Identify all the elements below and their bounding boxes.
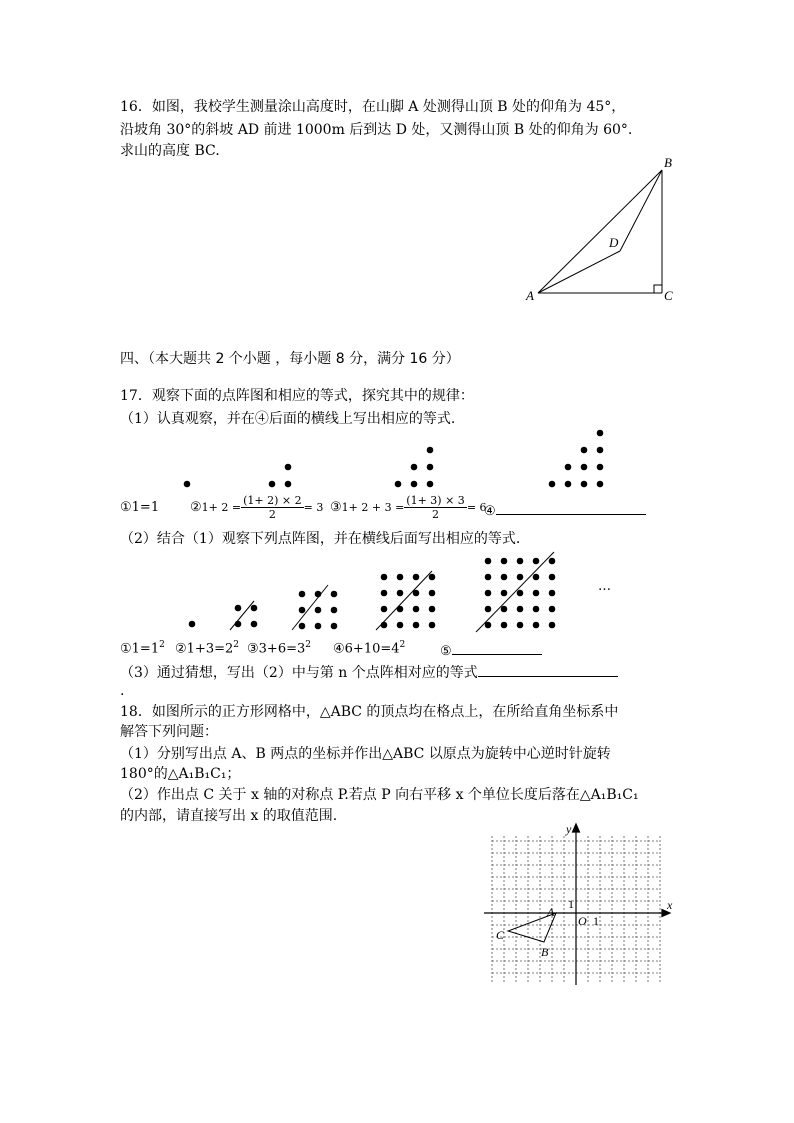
dot	[549, 590, 556, 597]
dot	[597, 430, 604, 437]
dot	[331, 591, 338, 598]
dot	[485, 574, 492, 581]
dot	[485, 590, 492, 597]
dot	[381, 606, 388, 613]
sq-eq-5-prefix: ⑤	[440, 644, 452, 659]
q17-part3-text: （3）通过猜想，写出（2）中与第 n 个点阵相对应的等式	[120, 665, 478, 681]
eq-3-numerator: (1+ 3) × 3	[406, 494, 465, 507]
q18-line-1: 18．如图所示的正方形网格中，△ABC 的顶点均在格点上，在所给直角坐标系中	[120, 704, 619, 720]
q17-intro: 17．观察下面的点阵图和相应的等式，探究其中的规律：	[120, 388, 474, 404]
y-axis-label: y	[566, 822, 572, 836]
q16-line-3: 求山的高度 BC.	[120, 143, 220, 159]
dot	[429, 590, 436, 597]
dot	[581, 481, 588, 488]
sq-eq-2-text: ②1+3=2	[175, 641, 234, 657]
sq-eq-4	[333, 640, 405, 656]
eq-4-prefix: ④	[484, 504, 496, 519]
dot	[427, 447, 434, 454]
dot	[381, 574, 388, 581]
dot	[184, 481, 191, 488]
sq-eq-5-answer-blank[interactable]	[452, 640, 542, 655]
dot	[251, 605, 258, 612]
dot	[429, 606, 436, 613]
x-unit-label: 1	[593, 914, 599, 928]
dot	[413, 622, 420, 629]
dot	[565, 464, 572, 471]
eq-2-numerator: (1+ 2) × 2	[243, 494, 302, 507]
dot	[397, 574, 404, 581]
dot	[331, 623, 338, 630]
line-AB	[538, 170, 662, 293]
x-axis-label: x	[667, 898, 673, 912]
right-angle-mark	[654, 285, 662, 293]
dot	[331, 607, 338, 614]
q16-line-2: 沿坡角 30°的斜坡 AD 前进 1000m 后到达 D 处，又测得山顶 B 处的仰角为 60°.	[120, 122, 633, 138]
dot	[549, 558, 556, 565]
origin-label: O	[578, 914, 587, 928]
q17-trailing-dot: .	[120, 683, 125, 699]
triangular-dot-patterns	[170, 440, 620, 500]
dot	[517, 590, 524, 597]
dot	[397, 622, 404, 629]
dot	[501, 622, 508, 629]
q17-part2: （2）结合（1）观察下列点阵图，并在横线后面写出相应的等式.	[120, 531, 521, 547]
dot	[285, 481, 292, 488]
sq-exp: 2	[399, 640, 406, 650]
eq-3	[330, 494, 487, 521]
sq-eq-5	[440, 640, 542, 659]
dot	[397, 590, 404, 597]
dot	[533, 606, 540, 613]
dot	[565, 481, 572, 488]
dot	[517, 558, 524, 565]
dot	[597, 481, 604, 488]
eq-2-fraction	[241, 494, 304, 521]
dot	[411, 481, 418, 488]
ellipsis: …	[598, 579, 611, 594]
y-axis-arrow	[573, 824, 580, 832]
eq-1: ①1=1	[120, 500, 160, 515]
eq-4	[484, 500, 646, 519]
dot	[413, 574, 420, 581]
diagonal-line-3	[292, 585, 328, 630]
dot	[315, 623, 322, 630]
section-4-header: 四、（本大题共 2 个小题 ，每小题 8 分，满分 16 分）	[120, 351, 460, 367]
dot	[549, 606, 556, 613]
q18-line-2: 解答下列问题：	[120, 724, 218, 740]
dot	[315, 607, 322, 614]
dot	[517, 574, 524, 581]
dot	[429, 574, 436, 581]
coordinate-grid-figure	[480, 820, 680, 990]
diagonal-line-2	[230, 601, 254, 630]
dot	[269, 481, 276, 488]
y-unit-label: 1	[568, 897, 574, 911]
q18-line-6: 的内部，请直接写出 x 的取值范围.	[120, 808, 338, 824]
dot	[299, 607, 306, 614]
label-C: C	[664, 288, 673, 303]
eq-4-answer-blank[interactable]	[496, 500, 646, 515]
eq-3-fraction	[404, 494, 467, 521]
q16-line-1: 16．如图，我校学生测量涂山高度时，在山脚 A 处测得山顶 B 处的仰角为 45°，	[120, 99, 626, 115]
dot	[517, 606, 524, 613]
dot	[189, 621, 196, 628]
dot	[533, 622, 540, 629]
sq-eq-2	[175, 640, 239, 656]
dot	[299, 591, 306, 598]
square-dot-patterns	[170, 550, 630, 640]
dot	[235, 605, 242, 612]
dot	[427, 481, 434, 488]
point-C-label: C	[496, 928, 505, 942]
eq-2-denominator: 2	[268, 508, 276, 521]
line-DB	[620, 170, 662, 251]
dot	[549, 574, 556, 581]
label-A: A	[526, 288, 534, 303]
q18-line-4: 180°的△A₁B₁C₁；	[120, 766, 241, 782]
sq-eq-3	[247, 640, 311, 656]
dot	[413, 606, 420, 613]
dot	[533, 574, 540, 581]
eq-3-prefix: ③	[330, 500, 342, 515]
eq-2	[190, 494, 323, 521]
dot	[581, 447, 588, 454]
sq-exp: 2	[305, 640, 311, 650]
dot	[485, 606, 492, 613]
dot	[549, 481, 556, 488]
dot	[501, 606, 508, 613]
dot	[581, 464, 588, 471]
dot	[501, 590, 508, 597]
label-D: D	[609, 235, 619, 250]
dot	[485, 558, 492, 565]
dot	[501, 574, 508, 581]
dot	[427, 464, 434, 471]
sq-eq-1	[120, 640, 165, 656]
eq-2-rhs: = 3	[303, 501, 324, 514]
sq-eq-3-text: ③3+6=3	[247, 641, 306, 657]
q17-part3	[120, 662, 618, 682]
dot	[299, 623, 306, 630]
dot	[235, 621, 242, 628]
dot	[597, 447, 604, 454]
dot	[549, 622, 556, 629]
eq-2-lhs: 1+ 2 =	[201, 501, 242, 514]
eq-2-prefix: ②	[190, 500, 202, 515]
dot	[395, 481, 402, 488]
eq-3-denominator: 2	[432, 508, 440, 521]
q16-triangle-figure	[520, 150, 690, 310]
label-B: B	[664, 155, 672, 170]
sq-exp: 2	[233, 640, 239, 650]
point-B-label: B	[541, 945, 549, 959]
dot	[381, 622, 388, 629]
point-A-label: A	[547, 905, 555, 919]
dot	[381, 590, 388, 597]
dot	[597, 464, 604, 471]
q18-line-5: （2）作出点 C 关于 x 轴的对称点 P.若点 P 向右平移 x 个单位长度后落在△A₁B₁C₁	[120, 787, 639, 803]
dot	[517, 622, 524, 629]
sq-eq-4-text: ④6+10=4	[333, 641, 400, 657]
line-AD	[538, 251, 620, 293]
q17-part3-answer-blank[interactable]	[478, 662, 618, 677]
dot	[411, 464, 418, 471]
sq-exp: 2	[159, 640, 165, 650]
dot	[501, 558, 508, 565]
eq-3-lhs: 1+ 2 + 3 =	[341, 501, 405, 514]
dot	[533, 590, 540, 597]
q18-line-3: （1）分别写出点 A、B 两点的坐标并作出△ABC 以原点为旋转中心逆时针旋转	[120, 746, 611, 762]
dot	[429, 622, 436, 629]
q17-part1: （1）认真观察，并在④后面的横线上写出相应的等式.	[120, 411, 456, 427]
dot	[285, 464, 292, 471]
dot	[533, 558, 540, 565]
sq-eq-1-text: ①1=1	[120, 641, 160, 657]
dot	[251, 621, 258, 628]
eq-3-rhs: = 6	[466, 501, 487, 514]
